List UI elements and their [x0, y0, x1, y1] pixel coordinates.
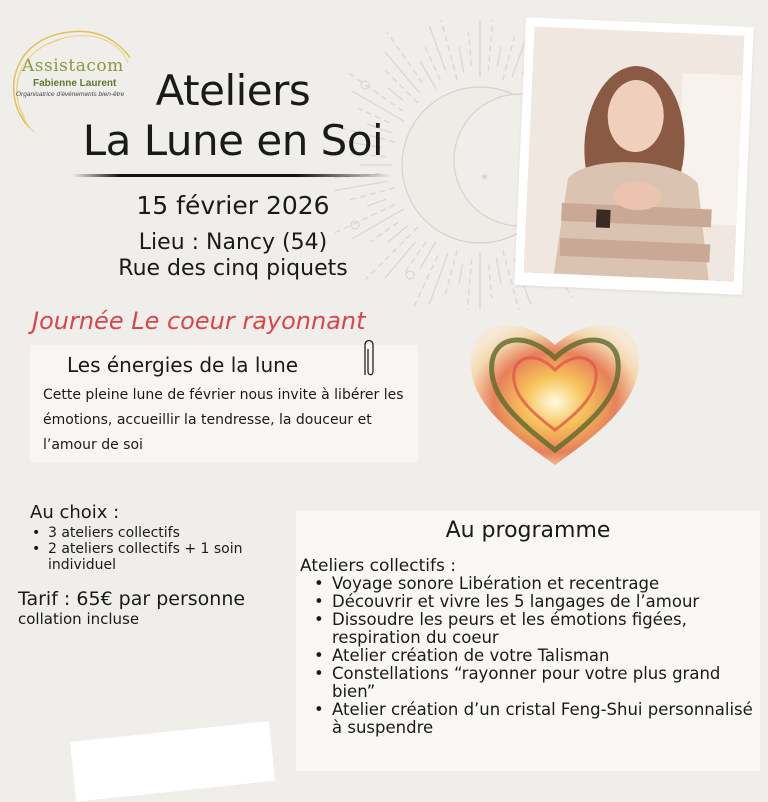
programme-item: • Voyage sonore Libération et recentrage: [310, 575, 760, 593]
logo-brand: Assistacom: [22, 56, 124, 76]
tarif-price: Tarif : 65€ par personne: [18, 588, 246, 610]
choix-list: [30, 525, 290, 573]
programme-title: Au programme: [445, 518, 611, 543]
page-title-line2: La Lune en Soi: [82, 116, 384, 165]
programme-item: • Atelier création d’un cristal Feng-Shui personnalisé à suspendre: [310, 701, 760, 737]
svg-text:★: ★: [480, 172, 489, 183]
title-divider: [72, 174, 392, 177]
programme-item: • Dissoudre les peurs et les émotions figées, respiration du coeur: [310, 611, 760, 647]
event-address: Rue des cinq piquets: [118, 256, 348, 281]
programme-item: • Atelier création de votre Talisman: [310, 647, 760, 665]
woman-meditating-photo: [514, 17, 753, 295]
programme-subtitle: Ateliers collectifs :: [300, 556, 456, 576]
paperclip-icon: [360, 337, 376, 379]
journee-title: Journée Le coeur rayonnant: [32, 307, 366, 335]
choix-item: • 2 ateliers collectifs + 1 soin individuel: [30, 541, 290, 573]
programme-item: • Découvrir et vivre les 5 langages de l’amour: [310, 593, 760, 611]
woman-photo-illustration: [524, 27, 745, 282]
programme-list: [310, 575, 760, 737]
radiant-heart-image: [466, 310, 644, 470]
page-title-line1: Ateliers: [155, 66, 311, 115]
energies-title: Les énergies de la lune: [67, 353, 299, 377]
logo-person-name: Fabienne Laurent: [33, 78, 117, 89]
choix-item: • 3 ateliers collectifs: [30, 525, 290, 541]
white-card-decoration: [70, 721, 275, 802]
choix-title: Au choix :: [30, 502, 120, 523]
energies-text: Cette pleine lune de février nous invite à libérer les émotions, accueillir la tendresse, la douceur et l’amour de soi: [43, 387, 404, 453]
logo-tagline: Organisatrice d'événements bien-être: [16, 91, 125, 98]
collation-note: collation incluse: [18, 610, 140, 628]
event-date: 15 février 2026: [136, 191, 330, 220]
programme-item: • Constellations “rayonner pour votre plus grand bien”: [310, 665, 760, 701]
event-location: Lieu : Nancy (54): [138, 230, 328, 255]
